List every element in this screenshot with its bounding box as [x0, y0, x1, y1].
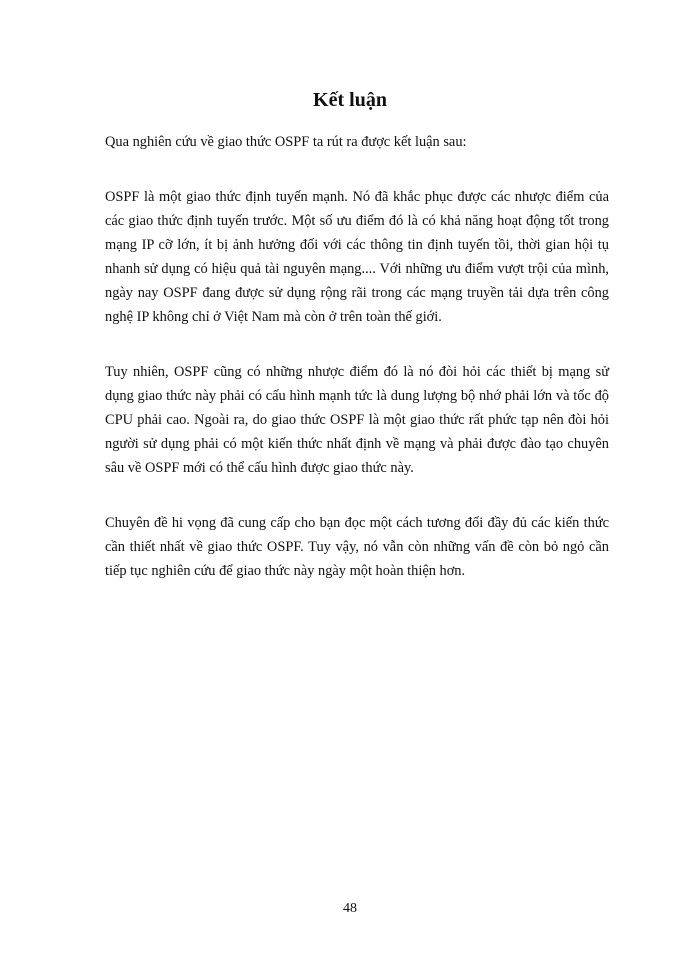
page-title: Kết luận: [313, 89, 387, 111]
body-paragraph-conclusion: Chuyên đề hi vọng đã cung cấp cho bạn đọc một cách tương đối đầy đủ các kiến thức cần thiết nhất về giao thức OSPF. Tuy vậy, nó vẫn còn những vấn đề còn bỏ ngỏ cần tiếp tục nghiên cứu để giao thức này ngày một hoàn thiện hơn.: [105, 515, 609, 579]
page-number: 48: [343, 901, 357, 916]
body-paragraph-advantages: OSPF là một giao thức định tuyến mạnh. Nó đã khắc phục được các nhược điểm của các giao thức định tuyến trước. Một số ưu điểm đó là có khả năng hoạt động tốt trong mạng IP cỡ lớn, ít bị ảnh hưởng đối với các thông tin định tuyến tồi, thời gian hội tụ nhanh sử dụng có hiệu quả tài nguyên mạng.... Với những ưu điểm vượt trội của mình, ngày nay OSPF đang được sử dụng rộng rãi trong các mạng truyền tải dựa trên công nghệ IP không chỉ ở Việt Nam mà còn ở trên toàn thế giới.: [105, 189, 609, 325]
intro-paragraph: Qua nghiên cứu về giao thức OSPF ta rút ra được kết luận sau:: [105, 134, 467, 150]
document-body: [105, 130, 609, 614]
body-paragraph-disadvantages: Tuy nhiên, OSPF cũng có những nhược điểm đó là nó đòi hỏi các thiết bị mạng sử dụng giao thức này phải có cấu hình mạnh tức là dung lượng bộ nhớ phải lớn và tốc độ CPU phải cao. Ngoài ra, do giao thức OSPF là một giao thức rất phức tạp nên đòi hỏi người sử dụng phải có một kiến thức nhất định về mạng và phải được đào tạo chuyên sâu về OSPF mới có thể cấu hình được giao thức này.: [105, 364, 609, 476]
